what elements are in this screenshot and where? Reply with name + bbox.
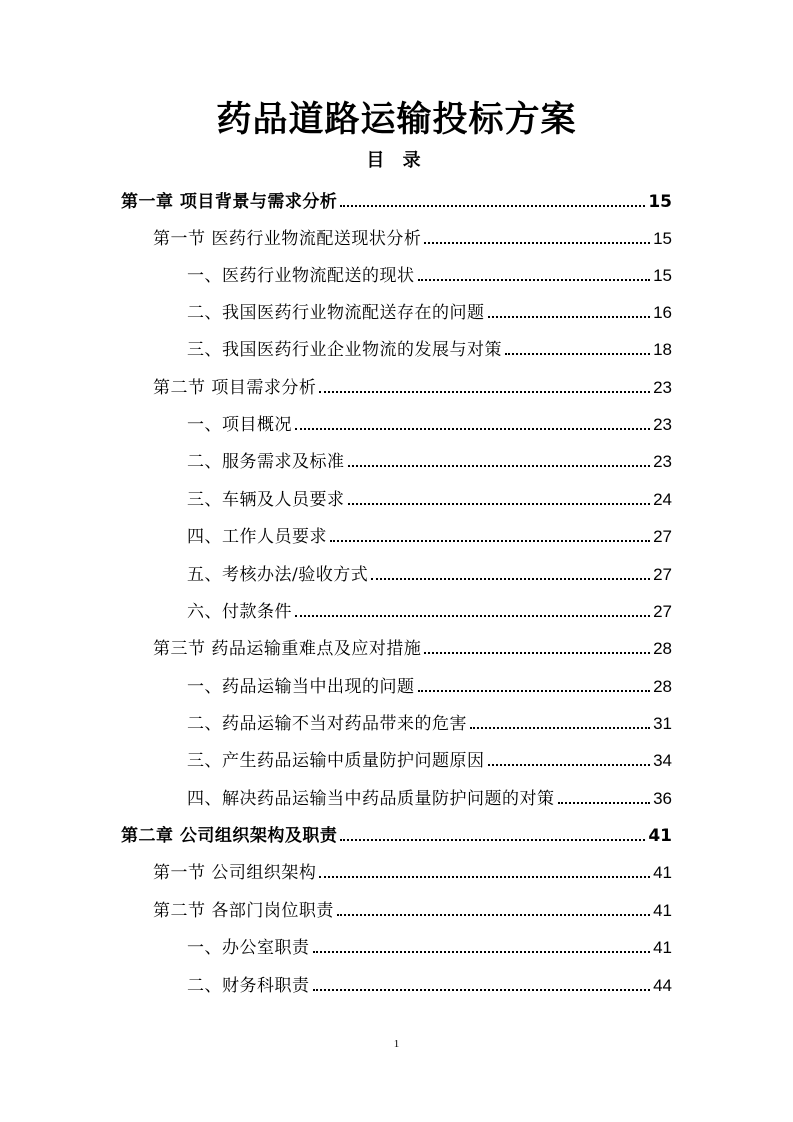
toc-subsection[interactable] xyxy=(187,921,672,958)
toc-leader xyxy=(505,352,650,355)
toc-label: 五、考核办法/验收方式 xyxy=(187,565,369,585)
toc-leader xyxy=(330,539,650,542)
toc-subsection[interactable] xyxy=(187,249,672,286)
toc-page: 27 xyxy=(653,602,672,621)
toc-chapter-1[interactable] xyxy=(121,175,672,212)
toc-leader xyxy=(319,390,650,393)
toc-page: 18 xyxy=(653,340,672,359)
toc-leader xyxy=(424,241,650,244)
toc-label: 三、车辆及人员要求 xyxy=(187,490,345,510)
toc-subsection[interactable] xyxy=(187,398,672,435)
toc-subsection[interactable] xyxy=(187,510,672,547)
toc-chapter-2[interactable] xyxy=(121,809,672,846)
toc-leader xyxy=(470,726,650,729)
toc-subsection[interactable] xyxy=(187,772,672,809)
toc-section[interactable] xyxy=(153,361,672,398)
toc-subsection[interactable] xyxy=(187,323,672,360)
toc-label: 二、药品运输不当对药品带来的危害 xyxy=(187,714,467,734)
toc-page: 23 xyxy=(653,378,672,397)
toc-leader xyxy=(418,278,651,281)
toc-subsection[interactable] xyxy=(187,435,672,472)
toc-leader xyxy=(337,913,650,916)
toc-subsection[interactable] xyxy=(187,585,672,622)
toc-label: 三、产生药品运输中质量防护问题原因 xyxy=(187,751,485,771)
toc-page: 41 xyxy=(648,826,672,846)
toc-leader xyxy=(488,315,651,318)
toc-leader xyxy=(488,763,651,766)
toc-page: 28 xyxy=(653,677,672,696)
toc-leader xyxy=(558,801,651,804)
toc-label: 二、服务需求及标准 xyxy=(187,452,345,472)
toc-leader xyxy=(371,577,650,580)
toc-subsection[interactable] xyxy=(187,959,672,996)
toc-label: 三、我国医药行业企业物流的发展与对策 xyxy=(187,340,502,360)
toc-label: 二、我国医药行业物流配送存在的问题 xyxy=(187,303,485,323)
toc-section[interactable] xyxy=(153,846,672,883)
toc-label: 二、财务科职责 xyxy=(187,976,310,996)
toc-label: 第一章 项目背景与需求分析 xyxy=(121,192,338,212)
toc-page: 41 xyxy=(653,863,672,882)
toc-subsection[interactable] xyxy=(187,286,672,323)
toc-label: 一、药品运输当中出现的问题 xyxy=(187,677,415,697)
toc-leader xyxy=(348,464,651,467)
toc-page: 15 xyxy=(653,266,672,285)
toc-label: 六、付款条件 xyxy=(187,602,292,622)
toc-leader xyxy=(348,502,651,505)
toc-label: 一、项目概况 xyxy=(187,415,292,435)
toc-heading: 目 录 xyxy=(366,150,427,171)
toc-page: 31 xyxy=(653,714,672,733)
toc-page: 23 xyxy=(653,452,672,471)
toc-subsection[interactable] xyxy=(187,548,672,585)
toc-label: 四、工作人员要求 xyxy=(187,527,327,547)
toc-leader xyxy=(424,651,650,654)
toc-label: 第一节 医药行业物流配送现状分析 xyxy=(153,229,422,249)
toc-page: 15 xyxy=(648,192,672,212)
toc-page: 27 xyxy=(653,565,672,584)
toc-label: 第二章 公司组织架构及职责 xyxy=(121,826,338,846)
toc-subsection[interactable] xyxy=(187,660,672,697)
toc-label: 一、医药行业物流配送的现状 xyxy=(187,266,415,286)
toc-label: 第一节 公司组织架构 xyxy=(153,863,317,883)
toc-page: 44 xyxy=(653,976,672,995)
toc-leader xyxy=(295,614,650,617)
toc-page: 27 xyxy=(653,527,672,546)
toc-leader xyxy=(313,950,651,953)
toc-leader xyxy=(313,988,651,991)
toc-section[interactable] xyxy=(153,212,672,249)
toc-label: 第二节 各部门岗位职责 xyxy=(153,901,334,921)
toc-label: 第二节 项目需求分析 xyxy=(153,378,317,398)
toc-page: 36 xyxy=(653,789,672,808)
toc-label: 一、办公室职责 xyxy=(187,938,310,958)
toc-section[interactable] xyxy=(153,884,672,921)
toc-page: 41 xyxy=(653,901,672,920)
toc-page: 24 xyxy=(653,490,672,509)
toc-subsection[interactable] xyxy=(187,734,672,771)
toc-label: 第三节 药品运输重难点及应对措施 xyxy=(153,639,422,659)
toc-page: 16 xyxy=(653,303,672,322)
toc-page: 34 xyxy=(653,751,672,770)
toc-leader xyxy=(340,838,645,841)
toc-subsection[interactable] xyxy=(187,697,672,734)
page-number: 1 xyxy=(393,1038,400,1050)
toc-leader xyxy=(418,689,651,692)
toc-leader xyxy=(319,875,650,878)
document-title: 药品道路运输投标方案 xyxy=(216,100,577,140)
toc-label: 四、解决药品运输当中药品质量防护问题的对策 xyxy=(187,789,555,809)
toc-section[interactable] xyxy=(153,622,672,659)
toc-subsection[interactable] xyxy=(187,473,672,510)
toc-page: 28 xyxy=(653,639,672,658)
toc-page: 23 xyxy=(653,415,672,434)
toc-page: 15 xyxy=(653,229,672,248)
toc-leader xyxy=(295,427,650,430)
toc-page: 41 xyxy=(653,938,672,957)
toc-leader xyxy=(340,204,645,207)
